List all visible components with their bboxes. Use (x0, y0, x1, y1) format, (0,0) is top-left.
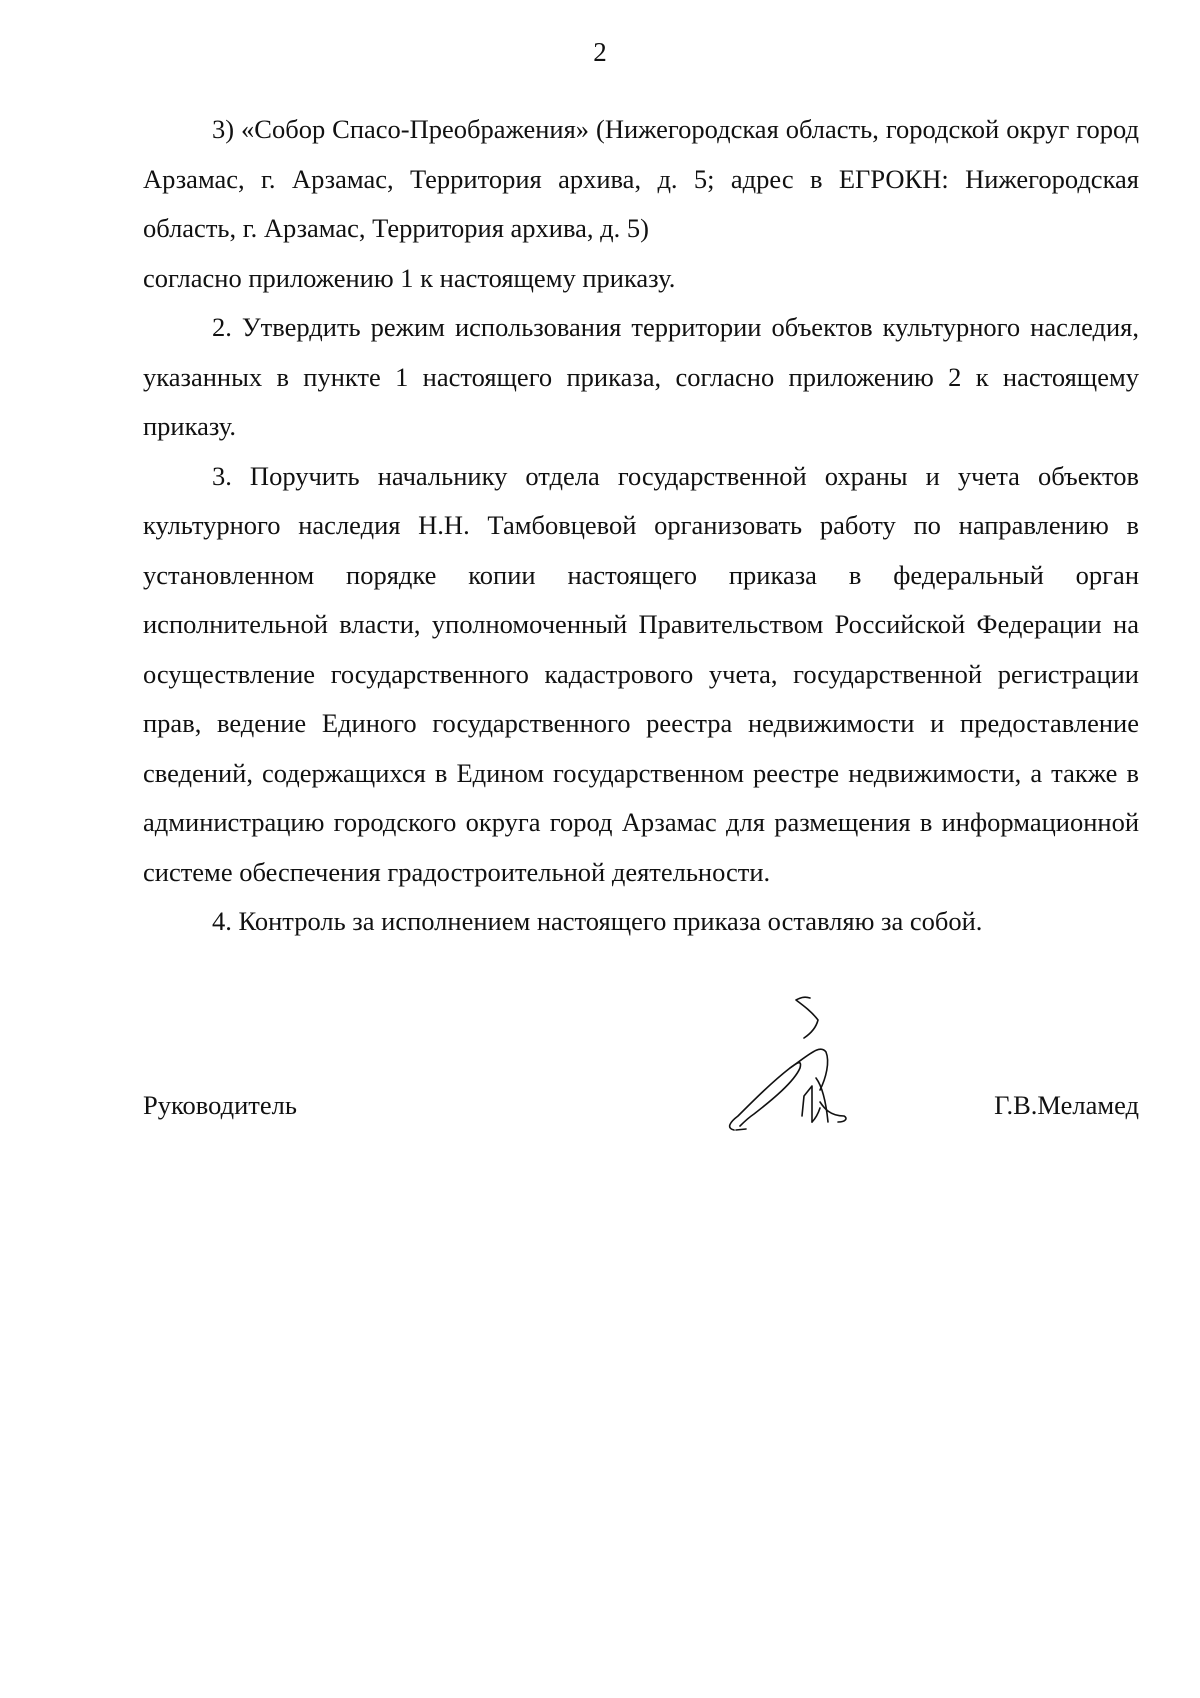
paragraph-4: 4. Контроль за исполнением настоящего приказа оставляю за собой. (212, 906, 983, 936)
document-body (143, 105, 1139, 947)
signatory-name: Г.В.Меламед (994, 1090, 1139, 1120)
paragraph-item-3: 3) «Собор Спасо-Преображения» (Нижегородская область, городской округ город Арзамас, г. Арзамас, Территория архива, д. 5; адрес в ЕГРОКН: Нижегородская область, г. Арзамас, Территория архива, д. 5) (143, 114, 1139, 243)
signatory-position: Руководитель (143, 1090, 297, 1120)
paragraph-2: 2. Утвердить режим использования территории объектов культурного наследия, указанных в пункте 1 настоящего приказа, согласно приложению 2 к настоящему приказу. (143, 312, 1139, 441)
page-number: 2 (593, 37, 607, 67)
paragraph-attachment-ref: согласно приложению 1 к настоящему приказу. (143, 262, 676, 293)
handwritten-signature-icon (720, 990, 870, 1140)
signature-block (143, 1080, 1139, 1130)
paragraph-3: 3. Поручить начальнику отдела государственной охраны и учета объектов культурного наследия Н.Н. Тамбовцевой организовать работу по направлению в установленном порядке копии настоящего приказа в федеральный орган исполнительной власти, уполномоченный Правительством Российской Федерации на осуществление государственного кадастрового учета, государственной регистрации прав, ведение Единого государственного реестра недвижимости и предоставление сведений, содержащихся в Едином государственном реестре недвижимости, а также в администрацию городского округа город Арзамас для размещения в информационной системе обеспечения градостроительной деятельности. (143, 460, 1139, 887)
